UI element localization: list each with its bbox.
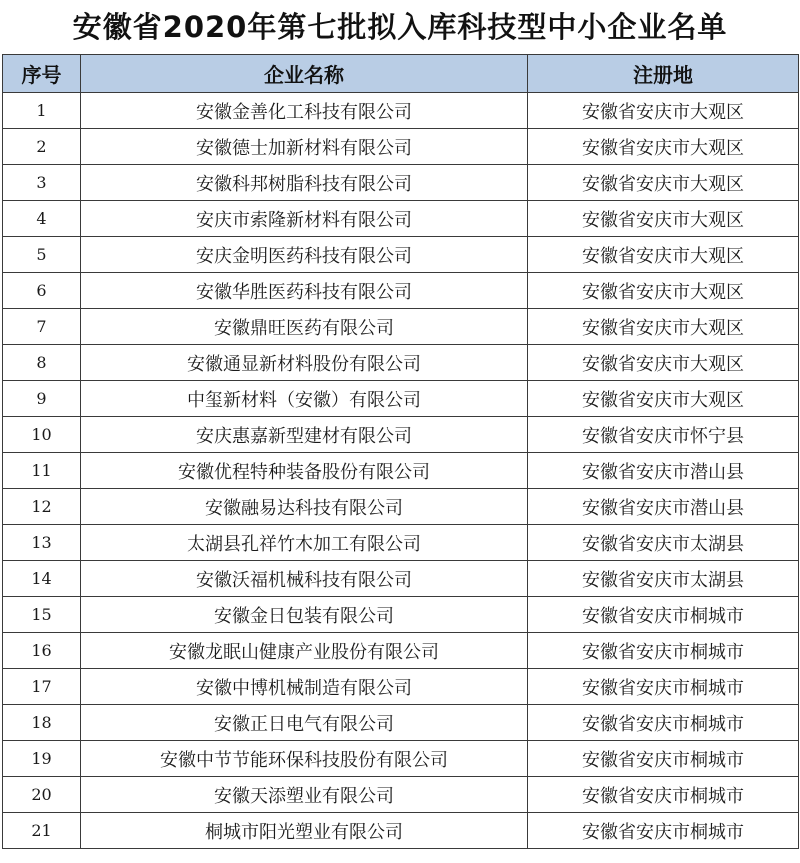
cell-company-name: 桐城市阳光塑业有限公司 <box>81 813 528 849</box>
company-roster-table <box>2 54 799 849</box>
cell-no: 13 <box>3 525 81 561</box>
table-row <box>3 741 799 777</box>
table-row <box>3 129 799 165</box>
table-row <box>3 489 799 525</box>
table-row <box>3 237 799 273</box>
cell-no: 4 <box>3 201 81 237</box>
table-row <box>3 201 799 237</box>
cell-company-name: 安徽龙眠山健康产业股份有限公司 <box>81 633 528 669</box>
cell-company-name: 安庆金明医药科技有限公司 <box>81 237 528 273</box>
cell-no: 11 <box>3 453 81 489</box>
cell-location: 安徽省安庆市潜山县 <box>528 453 799 489</box>
cell-no: 16 <box>3 633 81 669</box>
table-row <box>3 309 799 345</box>
cell-company-name: 安徽科邦树脂科技有限公司 <box>81 165 528 201</box>
cell-location: 安徽省安庆市怀宁县 <box>528 417 799 453</box>
cell-no: 21 <box>3 813 81 849</box>
cell-no: 10 <box>3 417 81 453</box>
cell-location: 安徽省安庆市桐城市 <box>528 669 799 705</box>
cell-company-name: 安徽融易达科技有限公司 <box>81 489 528 525</box>
table-row <box>3 417 799 453</box>
table-row <box>3 669 799 705</box>
table-row <box>3 597 799 633</box>
cell-location: 安徽省安庆市大观区 <box>528 129 799 165</box>
cell-location: 安徽省安庆市大观区 <box>528 93 799 129</box>
cell-location: 安徽省安庆市桐城市 <box>528 741 799 777</box>
header-row <box>3 55 799 93</box>
page-title: 安徽省2020年第七批拟入库科技型中小企业名单 <box>72 10 728 44</box>
table-body <box>3 93 799 849</box>
table-row <box>3 273 799 309</box>
cell-location: 安徽省安庆市桐城市 <box>528 813 799 849</box>
cell-company-name: 安徽鼎旺医药有限公司 <box>81 309 528 345</box>
table-row <box>3 381 799 417</box>
cell-location: 安徽省安庆市大观区 <box>528 237 799 273</box>
table-row <box>3 813 799 849</box>
cell-company-name: 安徽华胜医药科技有限公司 <box>81 273 528 309</box>
cell-no: 18 <box>3 705 81 741</box>
cell-no: 6 <box>3 273 81 309</box>
table-row <box>3 165 799 201</box>
cell-company-name: 太湖县孔祥竹木加工有限公司 <box>81 525 528 561</box>
cell-company-name: 安徽通显新材料股份有限公司 <box>81 345 528 381</box>
cell-no: 15 <box>3 597 81 633</box>
table-row <box>3 561 799 597</box>
cell-no: 17 <box>3 669 81 705</box>
cell-no: 8 <box>3 345 81 381</box>
cell-location: 安徽省安庆市大观区 <box>528 381 799 417</box>
cell-location: 安徽省安庆市大观区 <box>528 309 799 345</box>
cell-location: 安徽省安庆市太湖县 <box>528 561 799 597</box>
cell-company-name: 安徽中节节能环保科技股份有限公司 <box>81 741 528 777</box>
table-row <box>3 453 799 489</box>
cell-company-name: 安徽沃福机械科技有限公司 <box>81 561 528 597</box>
cell-no: 2 <box>3 129 81 165</box>
cell-company-name: 安徽中博机械制造有限公司 <box>81 669 528 705</box>
table-row <box>3 93 799 129</box>
cell-no: 14 <box>3 561 81 597</box>
cell-location: 安徽省安庆市大观区 <box>528 345 799 381</box>
cell-no: 20 <box>3 777 81 813</box>
cell-no: 3 <box>3 165 81 201</box>
cell-location: 安徽省安庆市桐城市 <box>528 705 799 741</box>
cell-location: 安徽省安庆市大观区 <box>528 165 799 201</box>
table-row <box>3 777 799 813</box>
cell-company-name: 安庆惠嘉新型建材有限公司 <box>81 417 528 453</box>
header-name: 企业名称 <box>81 55 528 93</box>
cell-no: 19 <box>3 741 81 777</box>
table-row <box>3 633 799 669</box>
header-no: 序号 <box>3 55 81 93</box>
cell-company-name: 安徽德士加新材料有限公司 <box>81 129 528 165</box>
cell-company-name: 安徽金日包装有限公司 <box>81 597 528 633</box>
cell-company-name: 安徽天添塑业有限公司 <box>81 777 528 813</box>
cell-company-name: 安徽正日电气有限公司 <box>81 705 528 741</box>
cell-location: 安徽省安庆市桐城市 <box>528 633 799 669</box>
cell-location: 安徽省安庆市大观区 <box>528 201 799 237</box>
cell-company-name: 安庆市索隆新材料有限公司 <box>81 201 528 237</box>
cell-no: 1 <box>3 93 81 129</box>
cell-company-name: 中玺新材料（安徽）有限公司 <box>81 381 528 417</box>
cell-location: 安徽省安庆市桐城市 <box>528 597 799 633</box>
header-location: 注册地 <box>528 55 799 93</box>
cell-no: 7 <box>3 309 81 345</box>
cell-no: 9 <box>3 381 81 417</box>
table-row <box>3 705 799 741</box>
cell-company-name: 安徽金善化工科技有限公司 <box>81 93 528 129</box>
cell-no: 12 <box>3 489 81 525</box>
table-row <box>3 525 799 561</box>
cell-location: 安徽省安庆市潜山县 <box>528 489 799 525</box>
cell-no: 5 <box>3 237 81 273</box>
cell-location: 安徽省安庆市桐城市 <box>528 777 799 813</box>
cell-company-name: 安徽优程特种装备股份有限公司 <box>81 453 528 489</box>
cell-location: 安徽省安庆市大观区 <box>528 273 799 309</box>
table-header <box>3 55 799 93</box>
table-row <box>3 345 799 381</box>
cell-location: 安徽省安庆市太湖县 <box>528 525 799 561</box>
